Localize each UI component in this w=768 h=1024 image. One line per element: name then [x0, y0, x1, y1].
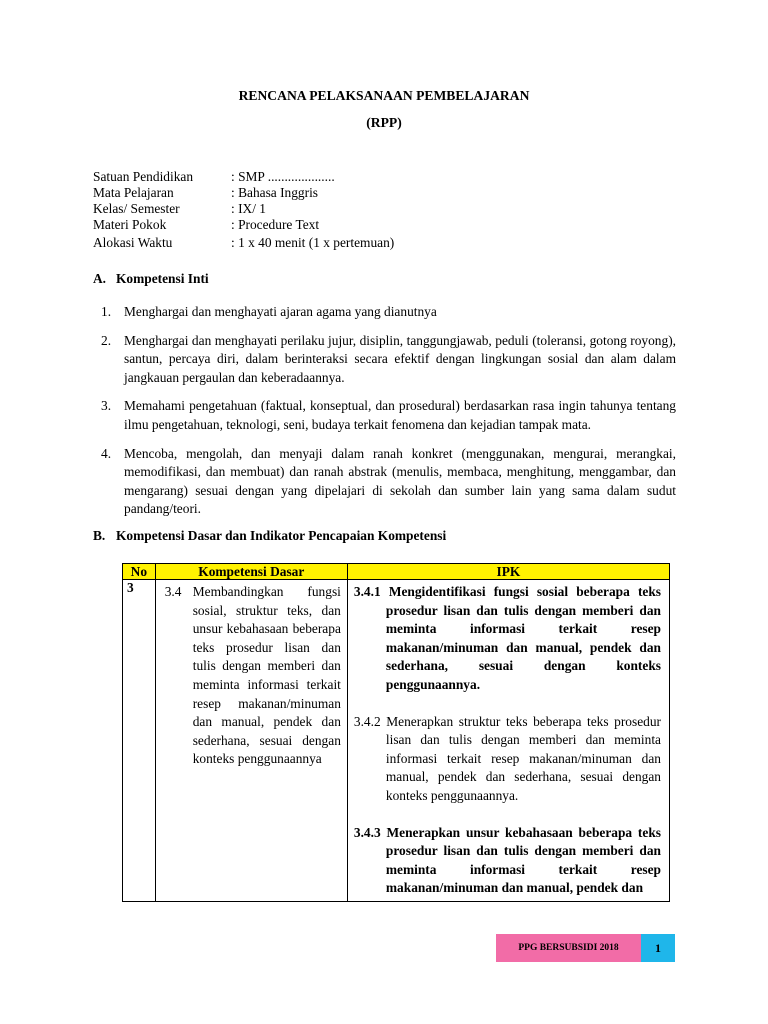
info-row-kelas	[93, 201, 394, 217]
list-text: Memahami pengetahuan (faktual, konseptual, dan prosedural) berdasarkan rasa ingin tahunya tentang ilmu pengetahuan, teknologi, seni, budaya terkait fenomena dan kejadian tampak mata.	[124, 398, 676, 432]
info-label: Mata Pelajaran	[93, 185, 174, 200]
list-text: Menghargai dan menghayati perilaku jujur, disiplin, tanggungjawab, peduli (toleransi, gotong royong), santun, percaya diri, dalam berinteraksi secara efektif dengan lingkungan sosial dan alam dalam jangkauan pergaulan dan keberadaannya.	[124, 332, 676, 385]
header-ipk: IPK	[347, 564, 669, 580]
list-text: Menghargai dan menghayati ajaran agama yang dianutnya	[124, 304, 437, 319]
kd-text: Membandingkan fungsi sosial, struktur teks, dan unsur kebahasaan beberapa teks prosedur lisan dan tulis dengan memberi dan meminta informasi terkait resep makanan/minuman dan manual, pendek dan sederhana, sesuai dengan konteks penggunaannya	[192, 584, 341, 767]
kd-ipk-table	[122, 563, 670, 902]
section-mark: A.	[93, 271, 107, 286]
info-row-satuan	[93, 169, 394, 185]
ipk-item: 3.4.3 Menerapkan unsur kebahasaan beberapa teks prosedur lisan dan tulis dengan memberi dan meminta informasi terkait resep makanan/minuman dan manual, pendek dan	[353, 824, 661, 896]
info-row-mapel	[93, 185, 394, 201]
info-value: : SMP ....................	[231, 169, 335, 184]
ipk-item: 3.4.1 Mengidentifikasi fungsi sosial beberapa teks prosedur lisan dan tulis dengan memberi dan meminta informasi terkait resep makanan/minuman dan manual, pendek dan sederhana, sesuai dengan konteks penggunaannya.	[353, 584, 661, 692]
document-title: RENCANA PELAKSANAAN PEMBELAJARAN	[238, 88, 530, 103]
info-value: : 1 x 40 menit (1 x pertemuan)	[231, 235, 395, 250]
row-no: 3	[123, 580, 156, 902]
section-title: Kompetensi Dasar dan Indikator Pencapaian Kompetensi	[116, 528, 447, 543]
info-row-materi	[93, 217, 394, 233]
header-kd: Kompetensi Dasar	[155, 564, 347, 580]
document-subtitle: (RPP)	[366, 115, 402, 130]
info-label: Alokasi Waktu	[93, 235, 173, 250]
list-number: 2.	[101, 332, 112, 348]
info-row-alokasi	[93, 235, 394, 251]
info-label: Materi Pokok	[93, 217, 167, 232]
list-number: 3.	[101, 398, 112, 414]
section-a-heading	[93, 271, 209, 287]
info-value: : IX/ 1	[231, 201, 266, 216]
list-item	[93, 303, 676, 322]
list-text: Mencoba, mengolah, dan menyaji dalam ranah konkret (menggunakan, mengurai, merangkai, memodifikasi, dan membuat) dan ranah abstrak (menulis, membaca, menghitung, menggambar, dan mengarang) sesuai dengan yang dipelajari di sekolah dan sumber lain yang sama dalam sudut pandang/teori.	[124, 445, 676, 517]
list-item	[93, 397, 676, 434]
header-no: No	[123, 564, 156, 580]
list-item	[93, 332, 676, 388]
section-mark: B.	[93, 528, 106, 543]
info-value: : Procedure Text	[231, 217, 320, 232]
kompetensi-inti-list	[93, 303, 676, 529]
row-kd	[155, 580, 347, 902]
info-value: : Bahasa Inggris	[231, 185, 319, 200]
kd-number: 3.4	[164, 584, 182, 599]
table-header-row	[123, 564, 670, 580]
info-label: Kelas/ Semester	[93, 201, 180, 216]
table-row	[123, 580, 670, 902]
section-title: Kompetensi Inti	[116, 271, 209, 286]
ipk-item: 3.4.2 Menerapkan struktur teks beberapa teks prosedur lisan dan tulis dengan memberi dan meminta informasi terkait resep makanan/minuman dan manual, pendek dan sederhana, sesuai dengan konteks penggunaannya.	[353, 713, 661, 803]
footer-badge: PPG BERSUBSIDI 2018	[496, 934, 641, 962]
page-number: 1	[641, 934, 675, 962]
list-item	[93, 445, 676, 519]
row-ipk	[347, 580, 669, 902]
section-b-heading	[93, 528, 446, 544]
info-label: Satuan Pendidikan	[93, 169, 194, 184]
list-number: 1.	[101, 304, 112, 319]
identity-block	[93, 169, 394, 251]
list-number: 4.	[101, 445, 112, 461]
